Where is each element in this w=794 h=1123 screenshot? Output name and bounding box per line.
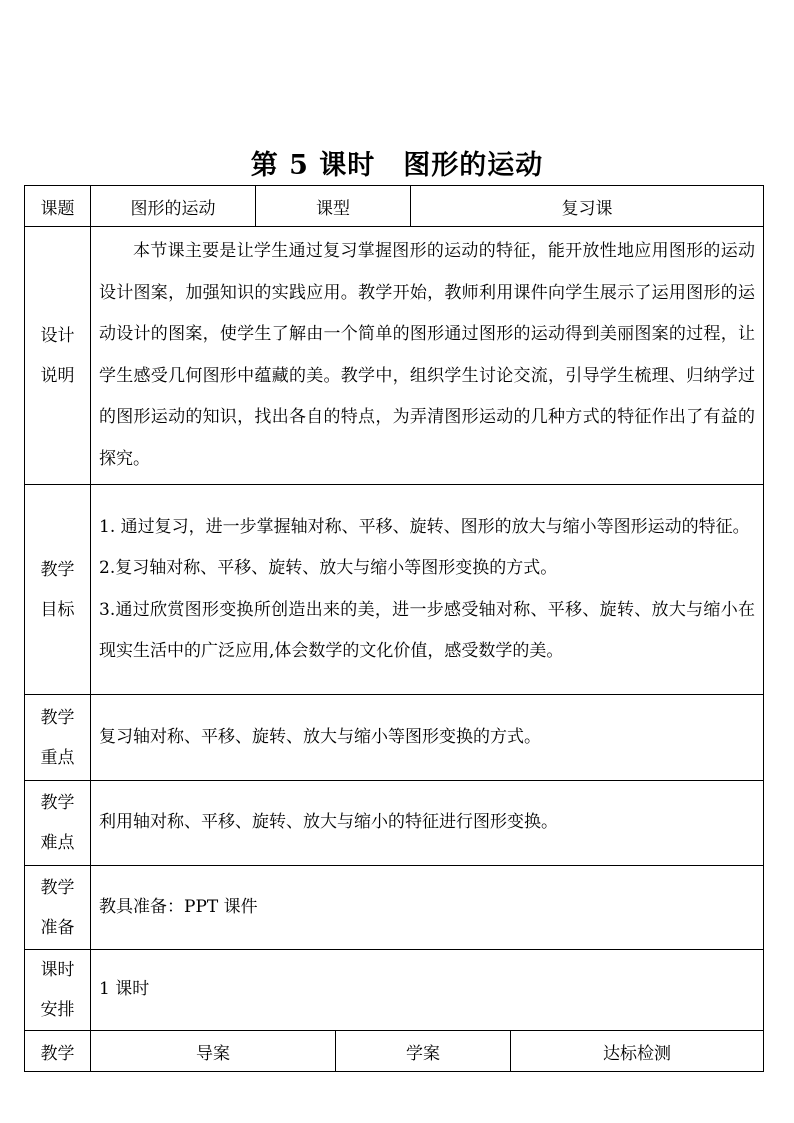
guide-plan-header: 导案 (91, 1031, 336, 1072)
key-points-label-line1: 教学 (40, 707, 75, 728)
goals-label (25, 485, 91, 695)
assessment-header: 达标检测 (511, 1031, 764, 1072)
row-process (25, 1031, 764, 1072)
type-label: 课型 (256, 186, 411, 227)
row-difficulties (25, 781, 764, 866)
subject-label: 课题 (25, 186, 91, 227)
schedule-label-line1: 课时 (40, 960, 75, 980)
lesson-plan-table (24, 185, 764, 1072)
row-design (25, 227, 764, 485)
difficulties-label (25, 781, 91, 866)
difficulties-label-line1: 教学 (40, 793, 75, 813)
row-preparation (25, 866, 764, 950)
key-points-text: 复习轴对称、平移、旋转、放大与缩小等图形变换的方式。 (91, 695, 764, 781)
preparation-label-line2: 准备 (40, 917, 75, 938)
goals-label-line2: 目标 (40, 599, 75, 620)
schedule-label (25, 950, 91, 1031)
key-points-label-line2: 重点 (40, 747, 75, 768)
preparation-label-line1: 教学 (40, 877, 75, 898)
schedule-text: 1 课时 (91, 950, 764, 1031)
goals-label-line1: 教学 (40, 559, 75, 580)
key-points-label (25, 695, 91, 781)
page-title (0, 143, 794, 182)
row-schedule (25, 950, 764, 1031)
row-subject (25, 186, 764, 227)
lesson-number: 第 5 课时 (250, 150, 376, 181)
difficulties-text: 利用轴对称、平移、旋转、放大与缩小的特征进行图形变换。 (91, 781, 764, 866)
row-key-points (25, 695, 764, 781)
process-label: 教学 (25, 1031, 91, 1072)
goal-item: 2.复习轴对称、平移、旋转、放大与缩小等图形变换的方式。 (99, 558, 558, 578)
design-label-line2: 说明 (40, 365, 75, 386)
design-label (25, 227, 91, 485)
preparation-label (25, 866, 91, 950)
study-plan-header: 学案 (336, 1031, 511, 1072)
row-goals (25, 485, 764, 695)
lesson-topic: 图形的运动 (403, 150, 544, 181)
goal-item: 1. 通过复习，进一步掌握轴对称、平移、旋转、图形的放大与缩小等图形运动的特征。 (99, 516, 750, 537)
type-value: 复习课 (411, 186, 764, 227)
preparation-text: 教具准备：PPT 课件 (91, 866, 764, 950)
subject-value: 图形的运动 (91, 186, 256, 227)
design-text: 本节课主要是让学生通过复习掌握图形的运动的特征，能开放性地应用图形的运动设计图案，加强知识的实践应用。教学开始，教师利用课件向学生展示了运用图形的运动设计的图案，使学生了解由一个简单的图形通过图形的运动得到美丽图案的过程，让学生感受几何图形中蕴藏的美。教学中，组织学生讨论交流，引导学生梳理、归纳学过的图形运动的知识，找出各自的特点，为弄清图形运动的几种方式的特征作出了有益的探究。 (91, 227, 764, 485)
goals-text (91, 485, 764, 695)
goal-item: 3.通过欣赏图形变换所创造出来的美，进一步感受轴对称、平移、旋转、放大与缩小在现实生活中的广泛应用,体会数学的文化价值，感受数学的美。 (99, 599, 755, 661)
design-label-line1: 设计 (40, 325, 75, 346)
schedule-label-line2: 安排 (40, 1000, 75, 1020)
difficulties-label-line2: 难点 (40, 833, 75, 853)
